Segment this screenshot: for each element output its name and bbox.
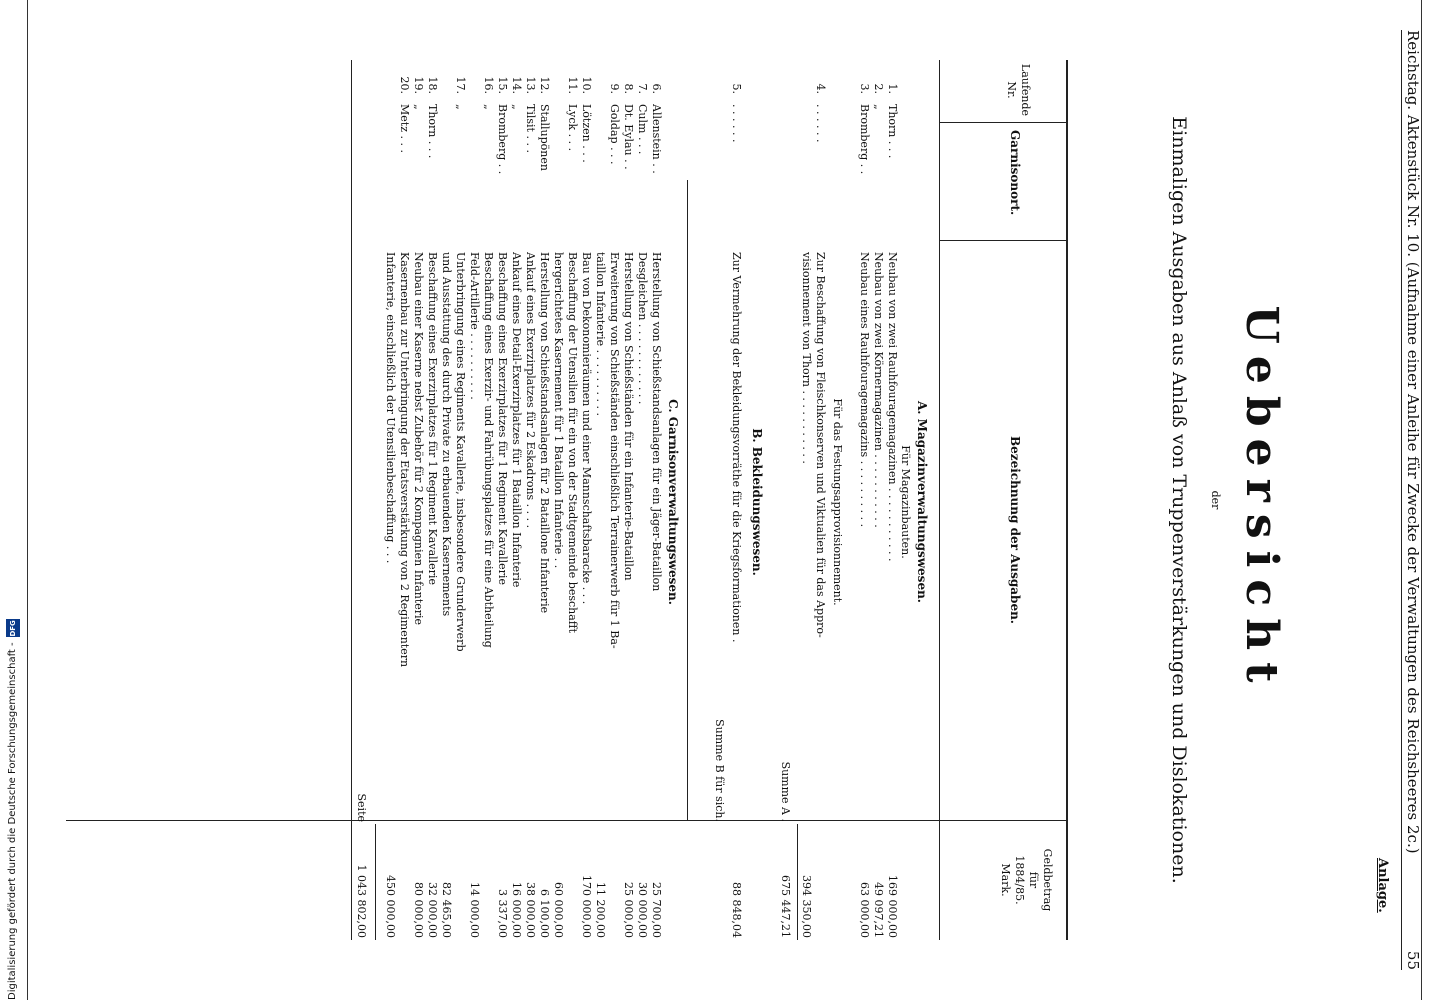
table-row	[511, 60, 522, 940]
table-row	[567, 60, 578, 940]
row-description: Neubau von zwei Körnermagazinen . . . . . . . . . . .	[872, 252, 885, 528]
row-number: 10.	[580, 76, 593, 94]
page-total-amount: 1 043 802,00	[355, 864, 368, 938]
row-garrison: „	[872, 104, 885, 110]
amount-header-1: Geldbetrag	[1041, 848, 1054, 912]
row-description: Erweiterung von Schießständen einschließlich Terrainerwerb für 1 Ba-	[608, 252, 621, 649]
col-rule-2	[940, 240, 1068, 241]
sum-a-label: Summe A .	[779, 761, 792, 822]
document-title: Uebersicht	[1236, 305, 1287, 695]
row-description: Zur Beschaffung von Fleischkonserven und Viktualien für das Appro-	[814, 252, 827, 638]
section-c-rule	[687, 180, 688, 820]
section-a-sub1: Für Magazinbauten.	[899, 445, 912, 559]
row-amount: 63 000,00	[858, 882, 871, 938]
row-amount: 88 848,04	[730, 882, 743, 938]
section-a-sub2: Für das Festungsapprovisionnement.	[831, 398, 844, 606]
table-row	[399, 60, 410, 940]
row-number: 16.	[482, 76, 495, 94]
row-description: Kasernenbau zur Unterbringung der Etatsverstärkung von 2 Regimentern	[398, 252, 411, 668]
table-row	[637, 60, 648, 940]
row-amount: 60 000,00	[552, 882, 565, 938]
row-description: Neubau einer Kaserne nebst Zubehör für 2 Kompagnien Infanterie	[412, 252, 425, 626]
row-garrison: Stallupönen	[538, 104, 551, 171]
row-number: 19.	[412, 76, 425, 94]
table-row	[497, 60, 508, 940]
row-number: 5.	[730, 83, 743, 94]
col-header-amount	[998, 820, 1054, 940]
funding-notice-text: Digitalisierung gefördert durch die Deutsche Forschungsgemeinschaft -	[7, 642, 18, 1000]
row-number: 1.	[886, 83, 899, 94]
row-description: Feld-Artillerie . . . . . . . . . .	[468, 252, 481, 400]
row-description: visionnement von Thorn . . . . . . . . . . .	[800, 252, 813, 464]
row-description: Unterbringung eines Regiments Kavallerie, insbesondere Grunderwerb	[454, 252, 467, 652]
table-row	[483, 60, 494, 940]
row-number: 6.	[650, 83, 663, 94]
row-garrison: Culm . . .	[636, 104, 649, 155]
row-amount: 169 000,00	[886, 875, 899, 938]
row-garrison: Dt. Eylau . .	[622, 104, 635, 170]
row-amount: 49 097,21	[872, 882, 885, 938]
amount-header-3: 1884/85.	[1013, 855, 1026, 905]
row-number: 11.	[566, 76, 579, 94]
row-garrison: . . . . . .	[730, 104, 743, 143]
header-left: Reichstag. Aktenstück Nr. 10. (Aufnahme einer Anleihe für Zwecke der Verwaltungen des Reichsheeres 2c.)	[1404, 30, 1422, 854]
table-row	[595, 60, 606, 940]
col-header-garrison: Garnisonort.	[1008, 130, 1022, 216]
dfg-logo: DFG	[6, 619, 20, 637]
section-a-heading: A. Magazinverwaltungswesen.	[915, 401, 929, 603]
table-row	[525, 60, 536, 940]
row-number: 4.	[814, 83, 827, 94]
row-description: Herstellung von Schießstandsanlagen für ein Jäger-Bataillon	[650, 252, 663, 592]
table-row	[581, 60, 592, 940]
table-row	[815, 60, 826, 940]
row-amount: 394 350,00	[800, 875, 813, 938]
row-garrison: Bromberg . .	[858, 104, 871, 175]
title-der: der	[1209, 490, 1222, 510]
header-rule	[1401, 30, 1402, 970]
row-amount: 6 100,00	[538, 889, 551, 938]
row-number: 9.	[608, 83, 621, 94]
row-number: 8.	[622, 83, 635, 94]
sum-b-label: Summe B für sich.	[713, 719, 726, 822]
row-garrison: Thorn . . .	[426, 104, 439, 159]
row-description: Bau von Dekonomieräumen und einer Mannschaftsbaracke . . .	[580, 252, 593, 605]
row-description: Beschaffung eines Exerzir- und Fahrübungsplatzes für eine Abtheilung	[482, 252, 495, 648]
row-description: Desgleichen . . . . . . . . . . . .	[636, 252, 649, 405]
col-rule-1	[940, 122, 1068, 123]
table-row	[887, 60, 898, 940]
row-amount: 3 337,00	[496, 889, 509, 938]
row-number: 7.	[636, 83, 649, 94]
row-description: Infanterie, einschließlich der Utensilienbeschaffung . . .	[384, 252, 397, 564]
table-row	[731, 60, 742, 940]
row-amount: 80 000,00	[412, 882, 425, 938]
row-description: Ankauf eines Exerzirplatzes für 2 Eskadrons . . . .	[524, 252, 537, 529]
row-number: 3.	[858, 83, 871, 94]
row-number: 14.	[510, 76, 523, 94]
page-total-label: Seite	[355, 793, 368, 822]
row-amount: 25 000,00	[622, 882, 635, 938]
document-subtitle: Einmaligen Ausgaben aus Anlaß von Truppenverstärkungen und Dislokationen.	[1168, 116, 1190, 884]
row-number: 15.	[496, 76, 509, 94]
row-description: Zur Vermehrung der Bekleidungsvorräthe für die Kriegsformationen .	[730, 252, 743, 643]
row-description: und Ausstattung des durch Private zu erbauenden Kasernements	[440, 252, 453, 617]
table-row	[469, 60, 480, 940]
running-header	[1404, 30, 1422, 970]
table-row	[651, 60, 662, 940]
page-number: 55	[1404, 950, 1422, 970]
section-b-heading: B. Bekleidungswesen.	[750, 428, 764, 576]
table-row	[859, 60, 870, 940]
row-garrison: Allenstein . .	[650, 104, 663, 174]
row-garrison: Bromberg . .	[496, 104, 509, 175]
table-top-rule	[1066, 60, 1068, 940]
row-number: 20.	[398, 76, 411, 94]
row-amount: 30 000,00	[636, 882, 649, 938]
row-garrison: „	[454, 104, 467, 110]
row-description: Ankauf eines Detail-Exerzirplatzes für 1 Bataillon Infanterie	[510, 252, 523, 588]
row-garrison: „	[510, 104, 523, 110]
sum-a-rule	[797, 824, 798, 940]
row-number: 12.	[538, 76, 551, 94]
row-amount: 82 465,00	[440, 882, 453, 938]
page-total-rule	[375, 824, 376, 940]
row-description: Neubau eines Rauhfouragemagazins . . . . . . . . . .	[858, 252, 871, 528]
row-description: Herstellung von Schießständen für ein Infanterie-Bataillon	[622, 252, 635, 581]
row-number: 2.	[872, 83, 885, 94]
row-garrison: . . . . . .	[814, 104, 827, 143]
row-number: 18.	[426, 76, 439, 94]
row-garrison: Lyck . . .	[566, 104, 579, 152]
col-header-nr: Laufende Nr.	[1005, 63, 1032, 117]
row-description: Beschaffung eines Exerzirplatzes für 1 Regiment Kavallerie	[496, 252, 509, 585]
table-row	[873, 60, 884, 940]
table-row	[801, 60, 812, 940]
row-garrison: Lötzen . . .	[580, 104, 593, 163]
table-row	[455, 60, 466, 940]
row-amount: 16 000,00	[510, 882, 523, 938]
row-number: 17.	[454, 76, 467, 94]
table-row	[553, 60, 564, 940]
row-description: taillon Infanterie . . . . . . . . . .	[594, 252, 607, 417]
row-amount: 38 000,00	[524, 882, 537, 938]
row-description: Beschaffung der Utensilien für ein von der Stadtgemeinde beschafft	[566, 252, 579, 634]
row-amount: 14 000,00	[468, 882, 481, 938]
row-garrison: Tilsit . . .	[524, 104, 537, 153]
section-c-heading: C. Garnisonverwaltungswesen.	[666, 399, 680, 605]
table-row	[539, 60, 550, 940]
amount-header-2: für	[1027, 871, 1040, 889]
table-row	[623, 60, 634, 940]
annex-label: Anlage.	[1375, 858, 1390, 913]
row-amount: 450 000,00	[384, 875, 397, 938]
table-bottom-rule	[351, 60, 352, 940]
table-row	[441, 60, 452, 940]
table-row	[385, 60, 396, 940]
row-garrison: „	[482, 104, 495, 110]
row-description: Beschaffung eines Exerzirplatzes für 1 Regiment Kavallerie	[426, 252, 439, 585]
sum-a-amount: 675 447,21	[779, 875, 792, 938]
row-amount: 170 000,00	[580, 875, 593, 938]
row-amount: 25 700,00	[650, 882, 663, 938]
row-amount: 11 200,00	[594, 882, 607, 938]
row-garrison: Goldap . . .	[608, 104, 621, 165]
col-header-description: Bezeichnung der Ausgaben.	[1008, 436, 1022, 624]
table-header-rule	[939, 60, 940, 940]
row-description: hergerichtetes Kasernement für 1 Bataillon Infanterie . .	[552, 252, 565, 569]
table-row	[609, 60, 620, 940]
row-description: Herstellung von Schießstandsanlagen für 2 Bataillone Infanterie	[538, 252, 551, 614]
table-row	[427, 60, 438, 940]
row-garrison: Metz . . .	[398, 104, 411, 153]
amount-header-4: Mark.	[999, 863, 1012, 897]
row-garrison: „	[412, 104, 425, 110]
row-garrison: Thorn . . .	[886, 104, 899, 159]
row-amount: 32 000,00	[426, 882, 439, 938]
table-row	[413, 60, 424, 940]
row-description: Neubau von zwei Rauhfouragemagazinen . . . . . . . . . . .	[886, 252, 899, 562]
row-number: 13.	[524, 76, 537, 94]
